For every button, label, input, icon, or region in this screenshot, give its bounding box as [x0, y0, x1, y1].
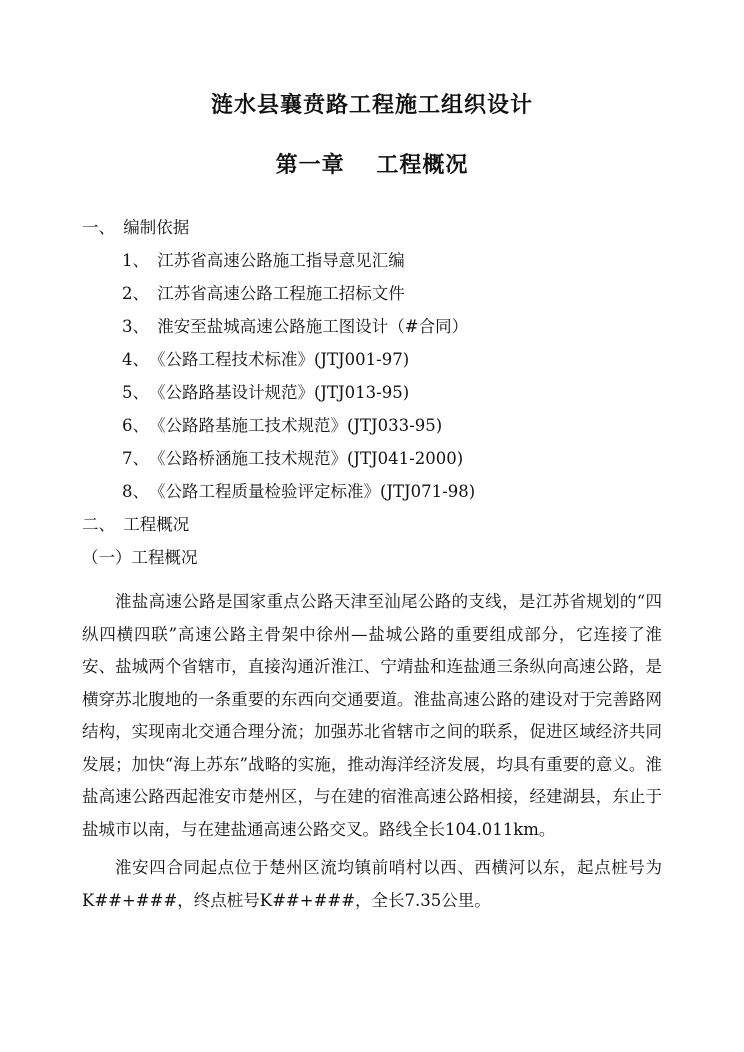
- list-item: 4、 《公路工程技术标准》(JTJ001-97): [122, 350, 410, 369]
- paragraph: 淮安四合同起点位于楚州区流均镇前哨村以西、西横河以东，起点桩号为K##+###，终点桩号K##+###，全长7.35公里。: [82, 858, 662, 910]
- list-item: 8、 《公路工程质量检验评定标准》(JTJ071-98): [122, 482, 476, 501]
- document-title: 涟水县襄贲路工程施工组织设计: [210, 93, 533, 118]
- list-item: 5、 《公路路基设计规范》(JTJ013-95): [122, 383, 410, 402]
- list-item: 6、 《公路路基施工技术规范》(JTJ033-95): [122, 416, 443, 435]
- list-item: 7、 《公路桥涵施工技术规范》(JTJ041-2000): [122, 449, 464, 468]
- body-text: [82, 586, 662, 917]
- chapter-heading: 第一章 工程概况: [275, 153, 469, 178]
- list-item: 1、 江苏省高速公路施工指导意见汇编: [122, 251, 405, 270]
- paragraph: 淮盐高速公路是国家重点公路天津至汕尾公路的支线，是江苏省规划的“四纵四横四联”高速公路主骨架中徐州—盐城公路的重要组成部分，它连接了淮安、盐城两个省辖市，直接沟通沂淮江、宁靖盐和连盐通三条纵向高速公路，是横穿苏北腹地的一条重要的东西向交通要道。淮盐高速公路的建设对于完善路网结构，实现南北交通合理分流；加强苏北省辖市之间的联系，促进区域经济共同发展；加快“海上苏东”战略的实施，推动海洋经济发展，均具有重要的意义。淮盐高速公路西起淮安市楚州区，与在建的宿淮高速公路相接，经建湖县，东止于盐城市以南，与在建盐通高速公路交叉。路线全长104.011km。: [82, 592, 662, 839]
- list-item: 3、 淮安至盐城高速公路施工图设计（#合同）: [122, 317, 469, 336]
- section-heading-overview: 二、 工程概况: [82, 515, 190, 534]
- subsection-heading: （一）工程概况: [82, 548, 198, 567]
- list-item: 2、 江苏省高速公路工程施工招标文件: [122, 284, 405, 303]
- section-heading-basis: 一、 编制依据: [82, 218, 190, 237]
